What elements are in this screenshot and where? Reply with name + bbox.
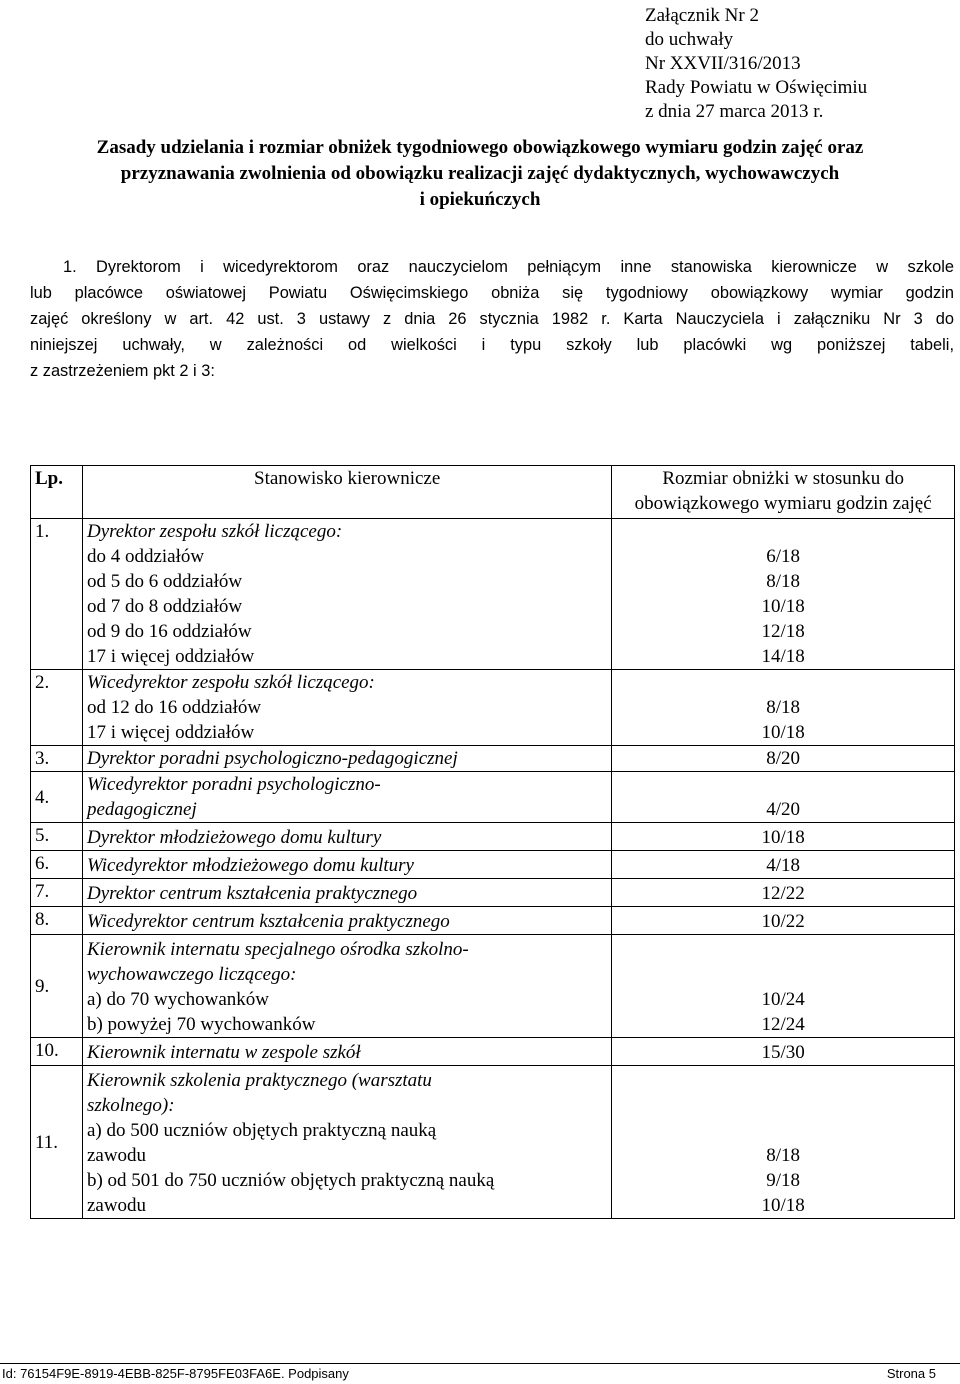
row-position: [82, 879, 611, 907]
header-reduction: Rozmiar obniżki w stosunku do obowiązkowego wymiaru godzin zajęć: [612, 466, 955, 519]
table-row: [31, 823, 955, 851]
reduction-value: 9/18: [766, 1170, 801, 1191]
annex-line: z dnia 27 marca 2013 r.: [645, 101, 824, 122]
page-footer: [0, 1363, 960, 1384]
row-position: [82, 746, 611, 772]
row-position: [82, 1038, 611, 1066]
document-title: [20, 135, 940, 213]
page-number: Strona 5: [886, 1366, 936, 1381]
reduction-value: 15/30: [612, 1038, 955, 1066]
position-name: Dyrektor młodzieżowego domu kultury: [86, 827, 382, 848]
position-sub: b) od 501 do 750 uczniów objętych praktyczną nauką: [86, 1170, 495, 1191]
reduction-value: 14/18: [761, 646, 805, 667]
paragraph-line: zajęć określony w art. 42 ust. 3 ustawy z dnia 26 stycznia 1982 r. Karta Nauczyciela i załączniku Nr 3 do: [30, 310, 954, 328]
reduction-value: 8/18: [766, 1145, 801, 1166]
row-number: 5.: [31, 823, 83, 851]
position-name: Kierownik internatu specjalnego ośrodka szkolno-: [86, 939, 469, 960]
header-lp: Lp.: [31, 466, 83, 519]
table-row: [31, 851, 955, 879]
position-sub: od 12 do 16 oddziałów: [86, 697, 262, 718]
row-number: 7.: [31, 879, 83, 907]
position-name: Kierownik internatu w zespole szkół: [86, 1042, 361, 1063]
table-row: [31, 879, 955, 907]
row-number: 4.: [31, 772, 83, 823]
row-number: 3.: [31, 746, 83, 772]
position-name: Wicedyrektor młodzieżowego domu kultury: [86, 855, 414, 876]
annex-line: do uchwały: [645, 29, 734, 50]
reduction-value: 8/20: [612, 746, 955, 772]
annex-line: Nr XXVII/316/2013: [645, 53, 801, 74]
reduction-value: 10/18: [761, 722, 805, 743]
position-sub: 17 i więcej oddziałów: [86, 646, 255, 667]
title-line: przyznawania zwolnienia od obowiązku realizacji zajęć dydaktycznych, wychowawczych: [120, 163, 840, 184]
reduction-value: 10/18: [761, 596, 805, 617]
reduction-value: 10/24: [761, 989, 805, 1010]
row-position: [82, 772, 611, 823]
position-sub: od 7 do 8 oddziałów: [86, 596, 243, 617]
reduction-value: 6/18: [766, 546, 801, 567]
reduction-value: 10/18: [612, 823, 955, 851]
table-row: [31, 772, 955, 823]
position-name: Wicedyrektor zespołu szkół liczącego:: [86, 672, 375, 693]
row-position: [82, 670, 611, 746]
table-header-row: [31, 466, 955, 519]
position-name: Dyrektor centrum kształcenia praktycznego: [86, 883, 418, 904]
position-sub: zawodu: [86, 1195, 147, 1216]
paragraph-line: lub placówce oświatowej Powiatu Oświęcimskiego obniża się tygodniowy obowiązkowy wymiar godzin: [30, 284, 954, 302]
position-name: Dyrektor poradni psychologiczno-pedagogicznej: [86, 748, 458, 769]
position-sub: a) do 70 wychowanków: [86, 989, 270, 1010]
reduction-value: 8/18: [766, 697, 801, 718]
row-values: [612, 1066, 955, 1219]
annex-header: [645, 4, 867, 124]
position-sub: b) powyżej 70 wychowanków: [86, 1014, 316, 1035]
row-number: 10.: [31, 1038, 83, 1066]
table-row: [31, 519, 955, 670]
row-position: [82, 1066, 611, 1219]
position-name: pedagogicznej: [86, 799, 197, 820]
reduction-value: 8/18: [766, 571, 801, 592]
position-name: Dyrektor zespołu szkół liczącego:: [86, 521, 343, 542]
table-row: [31, 670, 955, 746]
header-position: Stanowisko kierownicze: [82, 466, 611, 519]
row-number: 9.: [31, 935, 83, 1038]
annex-line: Załącznik Nr 2: [645, 5, 759, 26]
row-position: [82, 823, 611, 851]
position-sub: zawodu: [86, 1145, 147, 1166]
row-position: [82, 519, 611, 670]
title-line: Zasady udzielania i rozmiar obniżek tygodniowego obowiązkowego wymiaru godzin zajęć oraz: [96, 137, 864, 158]
row-values: [612, 935, 955, 1038]
row-number: 2.: [31, 670, 83, 746]
reduction-value: 4/20: [612, 772, 955, 823]
row-number: 1.: [31, 519, 83, 670]
position-name: Kierownik szkolenia praktycznego (warsztatu: [86, 1070, 432, 1091]
position-sub: od 9 do 16 oddziałów: [86, 621, 252, 642]
table-row: [31, 746, 955, 772]
annex-line: Rady Powiatu w Oświęcimiu: [645, 77, 868, 98]
reduction-value: 12/22: [612, 879, 955, 907]
reduction-table: [30, 465, 955, 1219]
row-values: [612, 670, 955, 746]
row-number: 6.: [31, 851, 83, 879]
position-name: wychowawczego liczącego:: [86, 964, 297, 985]
position-sub: a) do 500 uczniów objętych praktyczną nauką: [86, 1120, 437, 1141]
title-line: i opiekuńczych: [419, 189, 541, 210]
position-sub: 17 i więcej oddziałów: [86, 722, 255, 743]
row-number: 8.: [31, 907, 83, 935]
table-row: [31, 1066, 955, 1219]
table-row: [31, 935, 955, 1038]
paragraph-line: 1. Dyrektorom i wicedyrektorom oraz nauczycielom pełniącym inne stanowiska kierownicze w szkole: [63, 258, 954, 276]
row-position: [82, 851, 611, 879]
position-name: Wicedyrektor centrum kształcenia praktycznego: [86, 911, 450, 932]
paragraph-line: niniejszej uchwały, w zależności od wielkości i typu szkoły lub placówki wg poniższej tabeli,: [30, 336, 954, 354]
row-values: [612, 519, 955, 670]
reduction-value: 4/18: [612, 851, 955, 879]
document-id: Id: 76154F9E-8919-4EBB-825F-8795FE03FA6E. Podpisany: [2, 1366, 349, 1381]
reduction-value: 12/24: [761, 1014, 805, 1035]
table-row: [31, 1038, 955, 1066]
reduction-value: 10/22: [612, 907, 955, 935]
reduction-value: 12/18: [761, 621, 805, 642]
row-position: [82, 935, 611, 1038]
paragraph-line: z zastrzeżeniem pkt 2 i 3:: [30, 362, 215, 380]
row-number: 11.: [31, 1066, 83, 1219]
position-name: Wicedyrektor poradni psychologiczno-: [86, 774, 381, 795]
position-sub: do 4 oddziałów: [86, 546, 205, 567]
table-row: [31, 907, 955, 935]
row-position: [82, 907, 611, 935]
intro-paragraph: [30, 254, 954, 384]
reduction-value: 10/18: [761, 1195, 805, 1216]
position-name: szkolnego):: [86, 1095, 175, 1116]
position-sub: od 5 do 6 oddziałów: [86, 571, 243, 592]
